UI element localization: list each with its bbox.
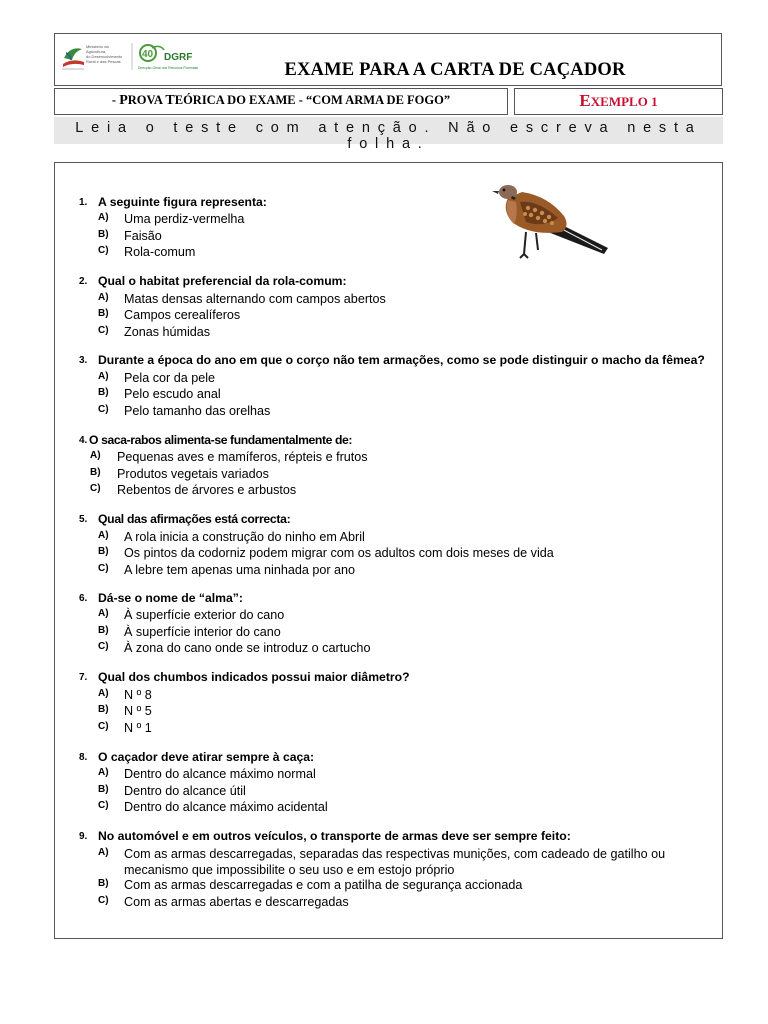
option-text: Com as armas descarregadas, separadas das respectivas munições, com cadeado de gatilho ou mecanismo que impossibilite o seu uso e em estojo próprio bbox=[124, 847, 666, 877]
option-letter: B) bbox=[90, 467, 101, 478]
question-number: 5. bbox=[79, 514, 88, 525]
option-letter: A) bbox=[90, 450, 101, 461]
question-text: No automóvel e em outros veículos, o transporte de armas deve ser sempre feito: bbox=[98, 829, 571, 843]
option-text: N º 5 bbox=[124, 704, 152, 718]
question-text: A seguinte figura representa: bbox=[98, 195, 267, 209]
question-number: 8. bbox=[79, 752, 88, 763]
question-text: Qual das afirmações está correcta: bbox=[98, 512, 291, 526]
question-text: Qual o habitat preferencial da rola-comum: bbox=[98, 274, 347, 288]
option-letter: B) bbox=[98, 784, 109, 795]
option-letter: B) bbox=[98, 387, 109, 398]
option-text: À zona do cano onde se introduz o cartucho bbox=[124, 641, 371, 655]
turtle-dove-image bbox=[478, 170, 630, 265]
question-number: 6. bbox=[79, 593, 88, 604]
option-letter: B) bbox=[98, 229, 109, 240]
option-text: Zonas húmidas bbox=[124, 325, 211, 339]
svg-text:40: 40 bbox=[142, 49, 154, 60]
option-text: Com as armas descarregadas e com a patilha de segurança accionada bbox=[124, 878, 523, 892]
question-text: Dá-se o nome de “alma”: bbox=[98, 591, 243, 605]
svg-text:DGRF: DGRF bbox=[164, 52, 193, 63]
option-letter: B) bbox=[98, 546, 109, 557]
option-letter: C) bbox=[98, 245, 109, 256]
subtitle: - PROVA TEÓRICA DO EXAME - “COM ARMA DE FOGO” bbox=[111, 93, 451, 108]
question-text: O saca-rabos alimenta-se fundamentalmente de: bbox=[89, 433, 353, 447]
option-letter: C) bbox=[90, 483, 101, 494]
option-text: Rebentos de árvores e arbustos bbox=[117, 483, 297, 497]
option-text: Pela cor da pele bbox=[124, 371, 216, 385]
option-text: Produtos vegetais variados bbox=[117, 467, 269, 481]
option-text: Dentro do alcance útil bbox=[124, 784, 246, 798]
option-letter: B) bbox=[98, 704, 109, 715]
logos bbox=[60, 40, 200, 76]
question-number: 1. bbox=[79, 197, 88, 208]
option-text: Rola-comum bbox=[124, 245, 196, 259]
svg-text:Ministério da: Ministério da bbox=[86, 44, 109, 49]
option-text: N º 8 bbox=[124, 688, 152, 702]
option-text: Dentro do alcance máximo acidental bbox=[124, 800, 328, 814]
svg-text:Agricultura,: Agricultura, bbox=[86, 49, 107, 54]
question-number: 7. bbox=[79, 672, 88, 683]
option-text: Campos cerealíferos bbox=[124, 308, 241, 322]
option-text: Com as armas abertas e descarregadas bbox=[124, 895, 349, 909]
option-text: Uma perdiz-vermelha bbox=[124, 212, 245, 226]
option-letter: B) bbox=[98, 878, 109, 889]
option-letter: B) bbox=[98, 625, 109, 636]
option-text: Dentro do alcance máximo normal bbox=[124, 767, 316, 781]
question-text: Qual dos chumbos indicados possui maior diâmetro? bbox=[98, 670, 410, 684]
question-text: O caçador deve atirar sempre à caça: bbox=[98, 750, 315, 764]
svg-text:Rural e das Pescas: Rural e das Pescas bbox=[86, 59, 121, 64]
option-text: A lebre tem apenas uma ninhada por ano bbox=[124, 563, 356, 577]
ministry-logo-icon bbox=[60, 40, 200, 76]
option-text: Matas densas alternando com campos abertos bbox=[124, 292, 386, 306]
option-letter: A) bbox=[98, 847, 109, 858]
option-letter: A) bbox=[98, 688, 109, 699]
svg-text:Direcção-Geral dos Recursos Fl: Direcção-Geral dos Recursos Florestais bbox=[138, 66, 199, 70]
option-letter: C) bbox=[98, 721, 109, 732]
option-text: Pelo tamanho das orelhas bbox=[124, 404, 271, 418]
option-letter: C) bbox=[98, 404, 109, 415]
question-number: 2. bbox=[79, 276, 88, 287]
option-letter: C) bbox=[98, 325, 109, 336]
instructions: Leia o teste com atenção. Não escreva nesta folha. bbox=[75, 120, 702, 152]
option-letter: A) bbox=[98, 371, 109, 382]
option-letter: A) bbox=[98, 608, 109, 619]
question-number: 4. bbox=[79, 435, 88, 446]
example-label: EXEMPLO 1 bbox=[579, 91, 658, 110]
option-text: À superfície exterior do cano bbox=[124, 608, 285, 622]
option-text: Pequenas aves e mamíferos, répteis e frutos bbox=[117, 450, 368, 464]
option-letter: A) bbox=[98, 292, 109, 303]
option-letter: C) bbox=[98, 800, 109, 811]
option-letter: A) bbox=[98, 767, 109, 778]
option-letter: C) bbox=[98, 641, 109, 652]
option-letter: C) bbox=[98, 563, 109, 574]
option-letter: B) bbox=[98, 308, 109, 319]
exam-title: EXAME PARA A CARTA DE CAÇADOR bbox=[284, 60, 626, 80]
option-text: Faisão bbox=[124, 229, 162, 243]
option-text: À superfície interior do cano bbox=[124, 625, 281, 639]
bird-image bbox=[478, 170, 630, 265]
question-number: 3. bbox=[79, 355, 88, 366]
option-text: N º 1 bbox=[124, 721, 152, 735]
option-letter: C) bbox=[98, 895, 109, 906]
svg-text:do Desenvolvimento: do Desenvolvimento bbox=[86, 54, 123, 59]
option-text: A rola inicia a construção do ninho em Abril bbox=[124, 530, 365, 544]
question-number: 9. bbox=[79, 831, 88, 842]
option-text: Pelo escudo anal bbox=[124, 387, 221, 401]
question-text: Durante a época do ano em que o corço não tem armações, como se pode distinguir o macho da fêmea? bbox=[98, 353, 705, 367]
option-text: Os pintos da codorniz podem migrar com os adultos com dois meses de vida bbox=[124, 546, 554, 560]
option-letter: A) bbox=[98, 212, 109, 223]
option-letter: A) bbox=[98, 530, 109, 541]
